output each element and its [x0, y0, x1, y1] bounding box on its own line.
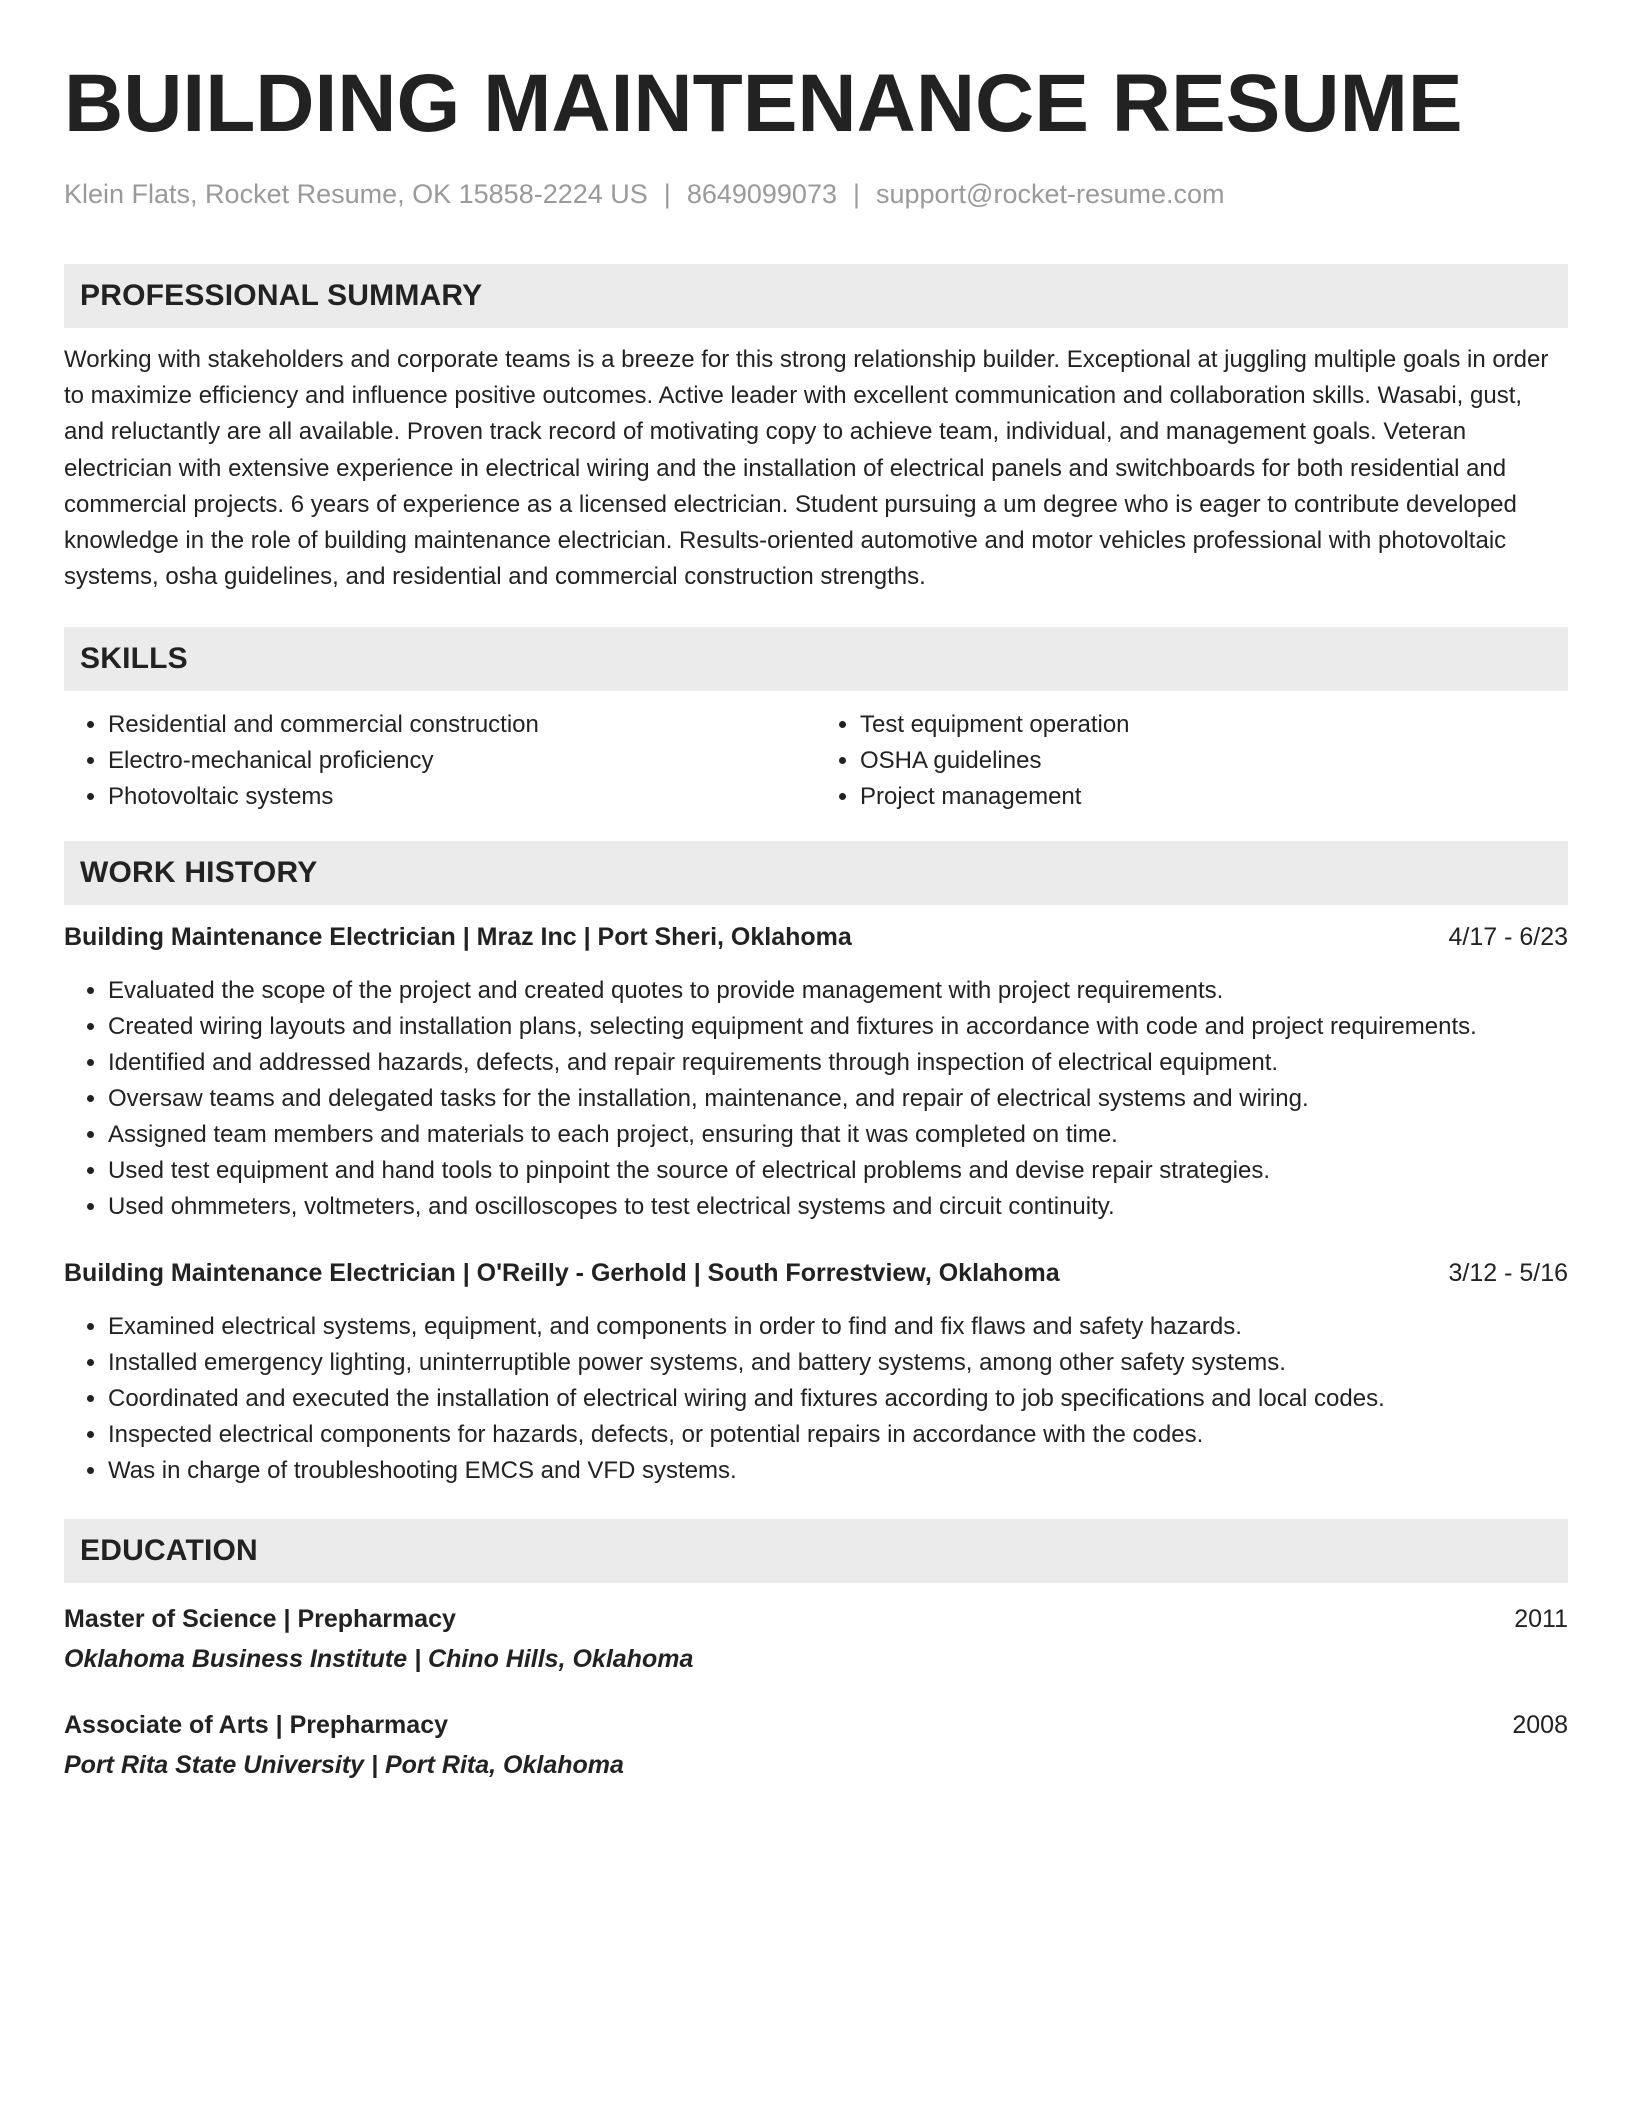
skills-heading: SKILLS: [64, 627, 1568, 691]
job-entry: [64, 919, 1568, 1225]
contact-address: Klein Flats, Rocket Resume, OK 15858-2224 US: [64, 179, 648, 209]
education-year: 2008: [1512, 1711, 1568, 1740]
job-bullet: • Was in charge of troubleshooting EMCS and VFD systems.: [108, 1453, 1568, 1489]
skill-item: • Photovoltaic systems: [108, 779, 816, 815]
education-school: Oklahoma Business Institute | Chino Hills, Oklahoma: [64, 1645, 694, 1674]
job-bullet: • Oversaw teams and delegated tasks for the installation, maintenance, and repair of electrical systems and wiring.: [108, 1081, 1568, 1117]
job-title: Building Maintenance Electrician | Mraz Inc | Port Sheri, Oklahoma: [64, 923, 852, 952]
resume-title: BUILDING MAINTENANCE RESUME: [64, 58, 1463, 149]
education-heading: EDUCATION: [64, 1519, 1568, 1583]
skill-item: • Electro-mechanical proficiency: [108, 743, 816, 779]
skills-list: [64, 707, 1568, 815]
contact-separator: |: [663, 179, 671, 209]
job-bullet: • Installed emergency lighting, uninterruptible power systems, and battery systems, among other safety systems.: [108, 1345, 1568, 1381]
contact-phone: 8649099073: [686, 179, 837, 209]
job-bullet: • Used ohmmeters, voltmeters, and oscilloscopes to test electrical systems and circuit continuity.: [108, 1189, 1568, 1225]
job-bullet: • Created wiring layouts and installation plans, selecting equipment and fixtures in accordance with code and project requirements.: [108, 1009, 1568, 1045]
job-bullet: • Coordinated and executed the installation of electrical wiring and fixtures according to job specifications and local codes.: [108, 1381, 1568, 1417]
job-entry: [64, 1255, 1568, 1489]
contact-separator: |: [852, 179, 860, 209]
job-dates: 3/12 - 5/16: [1448, 1259, 1568, 1288]
education-header: [64, 1601, 1568, 1637]
skill-item: • OSHA guidelines: [860, 743, 1568, 779]
skills-column-right: [816, 707, 1568, 815]
job-bullet: • Assigned team members and materials to each project, ensuring that it was completed on time.: [108, 1117, 1568, 1153]
education-degree: Associate of Arts | Prepharmacy: [64, 1711, 448, 1740]
skill-item: • Test equipment operation: [860, 707, 1568, 743]
job-dates: 4/17 - 6/23: [1448, 923, 1568, 952]
job-bullet: • Examined electrical systems, equipment, and components in order to find and fix flaws and safety hazards.: [108, 1309, 1568, 1345]
summary-text: Working with stakeholders and corporate teams is a breeze for this strong relationship builder. Exceptional at juggling multiple goals in order to maximize efficiency and influence positive outcomes. Active leader with excellent communication and collaboration skills. Wasabi, gust, and reluctantly are all available. Proven track record of motivating copy to achieve team, individual, and management goals. Veteran electrician with extensive experience in electrical wiring and the installation of electrical panels and switchboards for both residential and commercial projects. 6 years of experience as a licensed electrician. Student pursuing a um degree who is eager to contribute developed knowledge in the role of building maintenance electrician. Results-oriented automotive and motor vehicles professional with photovoltaic systems, osha guidelines, and residential and commercial construction strengths.: [64, 346, 1549, 591]
work-heading: WORK HISTORY: [64, 841, 1568, 905]
skill-item: • Residential and commercial construction: [108, 707, 816, 743]
education-entry: [64, 1601, 1568, 1677]
job-bullet: • Inspected electrical components for hazards, defects, or potential repairs in accordance with the codes.: [108, 1417, 1568, 1453]
job-bullet: • Identified and addressed hazards, defects, and repair requirements through inspection of electrical equipment.: [108, 1045, 1568, 1081]
contact-line: [64, 176, 1568, 212]
job-bullet: • Used test equipment and hand tools to pinpoint the source of electrical problems and devise repair strategies.: [108, 1153, 1568, 1189]
education-year: 2011: [1514, 1605, 1568, 1634]
skills-column-left: [64, 707, 816, 815]
job-bullets: [64, 1309, 1568, 1489]
contact-email: support@rocket-resume.com: [876, 179, 1225, 209]
education-entry: [64, 1707, 1568, 1783]
job-header: [64, 919, 1568, 955]
job-title: Building Maintenance Electrician | O'Reilly - Gerhold | South Forrestview, Oklahoma: [64, 1259, 1060, 1288]
education-school: Port Rita State University | Port Rita, Oklahoma: [64, 1751, 624, 1780]
skill-item: • Project management: [860, 779, 1568, 815]
education-degree: Master of Science | Prepharmacy: [64, 1605, 456, 1634]
job-bullets: [64, 973, 1568, 1225]
summary-heading: PROFESSIONAL SUMMARY: [64, 264, 1568, 328]
education-header: [64, 1707, 1568, 1743]
job-bullet: • Evaluated the scope of the project and created quotes to provide management with project requirements.: [108, 973, 1568, 1009]
job-header: [64, 1255, 1568, 1291]
